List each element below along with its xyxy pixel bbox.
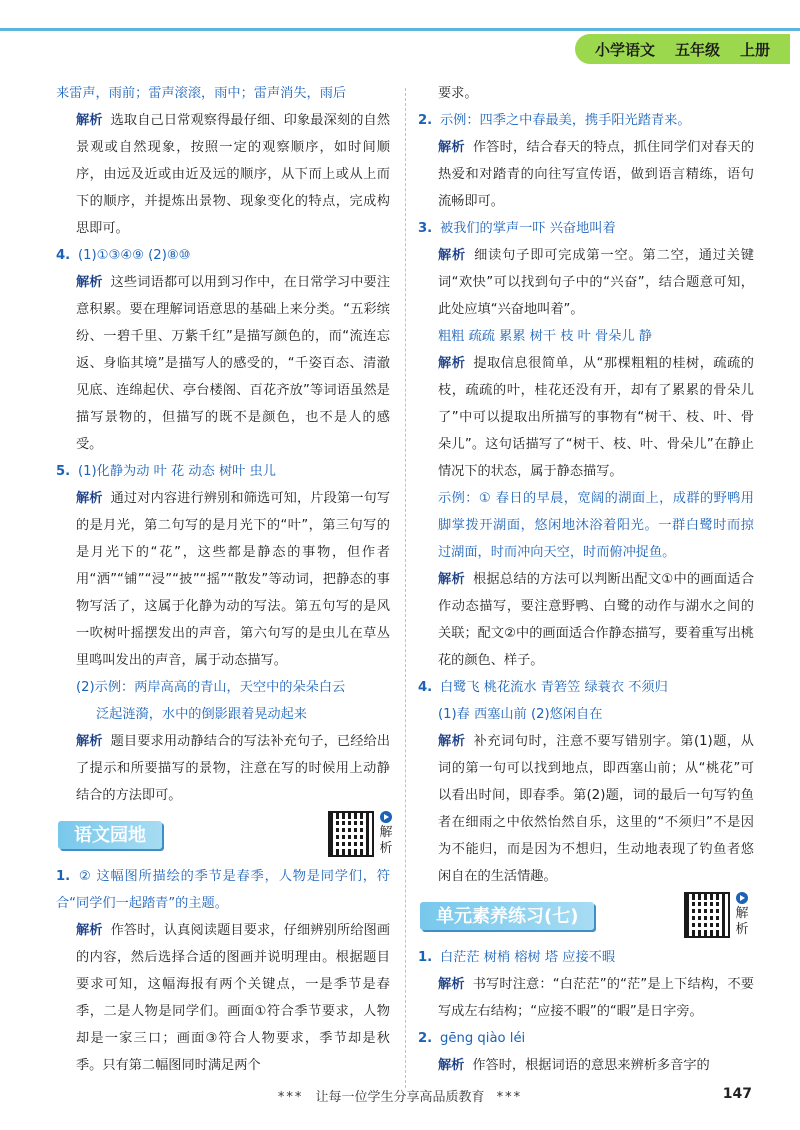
page-number: 147 <box>722 1086 752 1102</box>
footer <box>0 1086 800 1105</box>
analysis-label: 解析 <box>76 275 103 290</box>
analysis-label: 解析 <box>438 1058 465 1073</box>
analysis-text: 作答时，结合春天的特点，抓住同学们对春天的热爱和对踏青的向往写宣传语，做到语言精练，语句流畅即可。 <box>438 140 755 209</box>
header-rule <box>0 28 800 31</box>
question-number: 4. <box>56 248 71 263</box>
answer-line: ② 这幅图所描绘的季节是春季，人物是同学们，符合“同学们一起踏青”的主题。 <box>56 869 390 911</box>
section-header-unit-practice <box>418 890 754 944</box>
analysis-text: 作答时，认真阅读题目要求，仔细辨别所给图画的内容，然后选择合适的图画并说明理由。根据题目要求可知，这幅海报有两个关键点，一是季节是春季，二是人物是同学们。画面①符合季节要求，人物却是一家三口；画面③符合人物要求，季节却是秋季。只有第二幅图同时满足两个 <box>76 923 391 1073</box>
answer-line: (1)①③④⑨ (2)⑧⑩ <box>78 248 191 263</box>
qr-caption <box>378 811 394 857</box>
answer-line: (1)春 西塞山前 (2)悠闲自在 <box>438 707 603 722</box>
question-number: 2. <box>418 1031 433 1046</box>
question-number: 1. <box>418 950 433 965</box>
analysis-label: 解析 <box>438 734 466 749</box>
analysis-label: 解析 <box>438 248 467 263</box>
footer-slogan: 让每一位学生分享高品质教育 <box>315 1090 485 1105</box>
analysis-label: 解析 <box>76 491 103 506</box>
analysis-label: 解析 <box>438 977 465 992</box>
qr-label-text: 解析 <box>735 906 749 937</box>
analysis-text: 这些词语都可以用到习作中，在日常学习中要注意积累。要在理解词语意思的基础上来分类。“五彩缤纷、一碧千里、万紫千红”是描写颜色的，而“流连忘返、身临其境”是描写人的感受的，“千姿百态、清澈见底、连绵起伏、亭台楼阁、百花齐放”等词语虽然是描写景物的，但描写的既不是颜色，也不是人的感受。 <box>76 275 391 452</box>
answer-line: 被我们的掌声一吓 兴奋地叫着 <box>440 221 616 236</box>
qr-caption <box>734 892 750 938</box>
question-number: 3. <box>418 221 433 236</box>
column-divider <box>405 88 406 1088</box>
analysis-text: 通过对内容进行辨别和筛选可知，片段第一句写的是月光，第二句写的是月光下的“叶”，第三句写的是月光下的“花”，这些都是静态的事物，但作者用“洒”“铺”“浸”“披”“摇”“散发”等动词，把静态的事物写活了，这属于化静为动的写法。第五句写的是风一吹树叶摇摆发出的声音，第六句写的是虫儿在草丛里鸣叫发出的声音，属于动态描写。 <box>76 491 391 668</box>
analysis-text: 根据总结的方法可以判断出配文①中的画面适合作动态描写，要注意野鸭、白鹭的动作与湖水之间的关联；配文②中的画面适合作静态描写，要着重写出桃花的颜色、样子。 <box>438 572 755 668</box>
answer-line: 白鹭飞 桃花流水 青箬笠 绿蓑衣 不须归 <box>440 680 668 695</box>
left-column <box>56 80 393 1079</box>
analysis-text: 题目要求用动静结合的写法补充句子，已经给出了提示和所要描写的景物，注意在写的时候用上动静结合的方法即可。 <box>76 734 391 803</box>
answer-line: 来雷声，雨前；雷声滚滚，雨中；雷声消失，雨后 <box>56 86 347 101</box>
analysis-label: 解析 <box>438 572 465 587</box>
analysis-label: 解析 <box>76 923 103 938</box>
analysis-text: 选取自己日常观察得最仔细、印象最深刻的自然景观或自然现象，按照一定的观察顺序，如时间顺序，由远及近或由近及远的顺序，从下而上或从上而下的顺序，并提炼出景物、现象变化的特点，完成构思即可。 <box>76 113 391 236</box>
answer-line: 泛起涟漪，水中的倒影跟着晃动起来 <box>96 707 307 722</box>
question-number: 2. <box>418 113 433 128</box>
analysis-text: 提取信息很简单，从“那棵粗粗的桂树，疏疏的枝，疏疏的叶，桂花还没有开，却有了累累的骨朵儿了”中可以提取出所描写的事物有“树干、枝、叶、骨朵儿”。这句话描写了“树干、枝、叶、骨朵儿”在静止情况下的状态，属于静态描写。 <box>438 356 754 479</box>
header-subject: 小学语文 <box>594 40 655 59</box>
question-number: 5. <box>56 464 71 479</box>
analysis-label: 解析 <box>438 356 466 371</box>
continuation-text: 要求。 <box>438 86 478 101</box>
right-column <box>418 80 754 1079</box>
question-number: 4. <box>418 680 433 695</box>
analysis-text: 作答时，根据词语的意思来辨析多音字的 <box>472 1058 710 1073</box>
question-number: 1. <box>56 869 71 884</box>
qr-label-text: 解析 <box>379 825 393 856</box>
header-volume: 上册 <box>739 40 770 59</box>
footer-stars-right: *** <box>496 1090 523 1105</box>
play-icon <box>736 892 748 904</box>
section-header-yuwen-yuandi <box>56 809 393 863</box>
answer-line: (2)示例：两岸高高的青山，天空中的朵朵白云 <box>76 680 346 695</box>
section-title: 语文园地 <box>58 821 162 849</box>
answer-line: gēng qiào léi <box>440 1031 526 1046</box>
play-icon <box>380 811 392 823</box>
answer-line: 示例：四季之中春最美，携手阳光踏青来。 <box>440 113 691 128</box>
qr-code-icon[interactable] <box>328 811 374 857</box>
answer-line: 白茫茫 树梢 榕树 塔 应接不暇 <box>440 950 616 965</box>
answer-line: 粗粗 疏疏 累累 树干 枝 叶 骨朵儿 静 <box>438 329 652 344</box>
analysis-text: 细读句子即可完成第一空。第二空，通过关键词“欢快”可以找到句子中的“兴奋”，结合题意可知，此处应填“兴奋地叫着”。 <box>438 248 754 317</box>
footer-stars-left: *** <box>277 1090 304 1105</box>
analysis-label: 解析 <box>438 140 465 155</box>
analysis-label: 解析 <box>76 734 103 749</box>
header-grade: 五年级 <box>674 40 720 59</box>
analysis-text: 书写时注意：“白茫茫”的“茫”是上下结构，不要写成左右结构；“应接不暇”的“暇”是日字旁。 <box>438 977 754 1019</box>
analysis-text: 补充词句时，注意不要写错别字。第(1)题，从词的第一句可以找到地点，即西塞山前；从“桃花”可以看出时间，即春季。第(2)题，词的最后一句写钓鱼者在细雨之中依然怡然自乐，这里的“不须归”不是因为不能归，而是因为不想归，生动地表现了钓鱼者悠闲自在的生活情趣。 <box>438 734 754 884</box>
section-title: 单元素养练习(七) <box>420 902 594 930</box>
answer-line: 示例：① 春日的早晨，宽阔的湖面上，成群的野鸭用脚掌拨开湖面，悠闲地沐浴着阳光。一群白鹭时而掠过湖面，时而冲向天空，时而俯冲捉鱼。 <box>438 491 754 560</box>
qr-code-icon[interactable] <box>684 892 730 938</box>
header-tab <box>575 34 790 64</box>
analysis-label: 解析 <box>76 113 103 128</box>
answer-line: (1)化静为动 叶 花 动态 树叶 虫儿 <box>78 464 276 479</box>
